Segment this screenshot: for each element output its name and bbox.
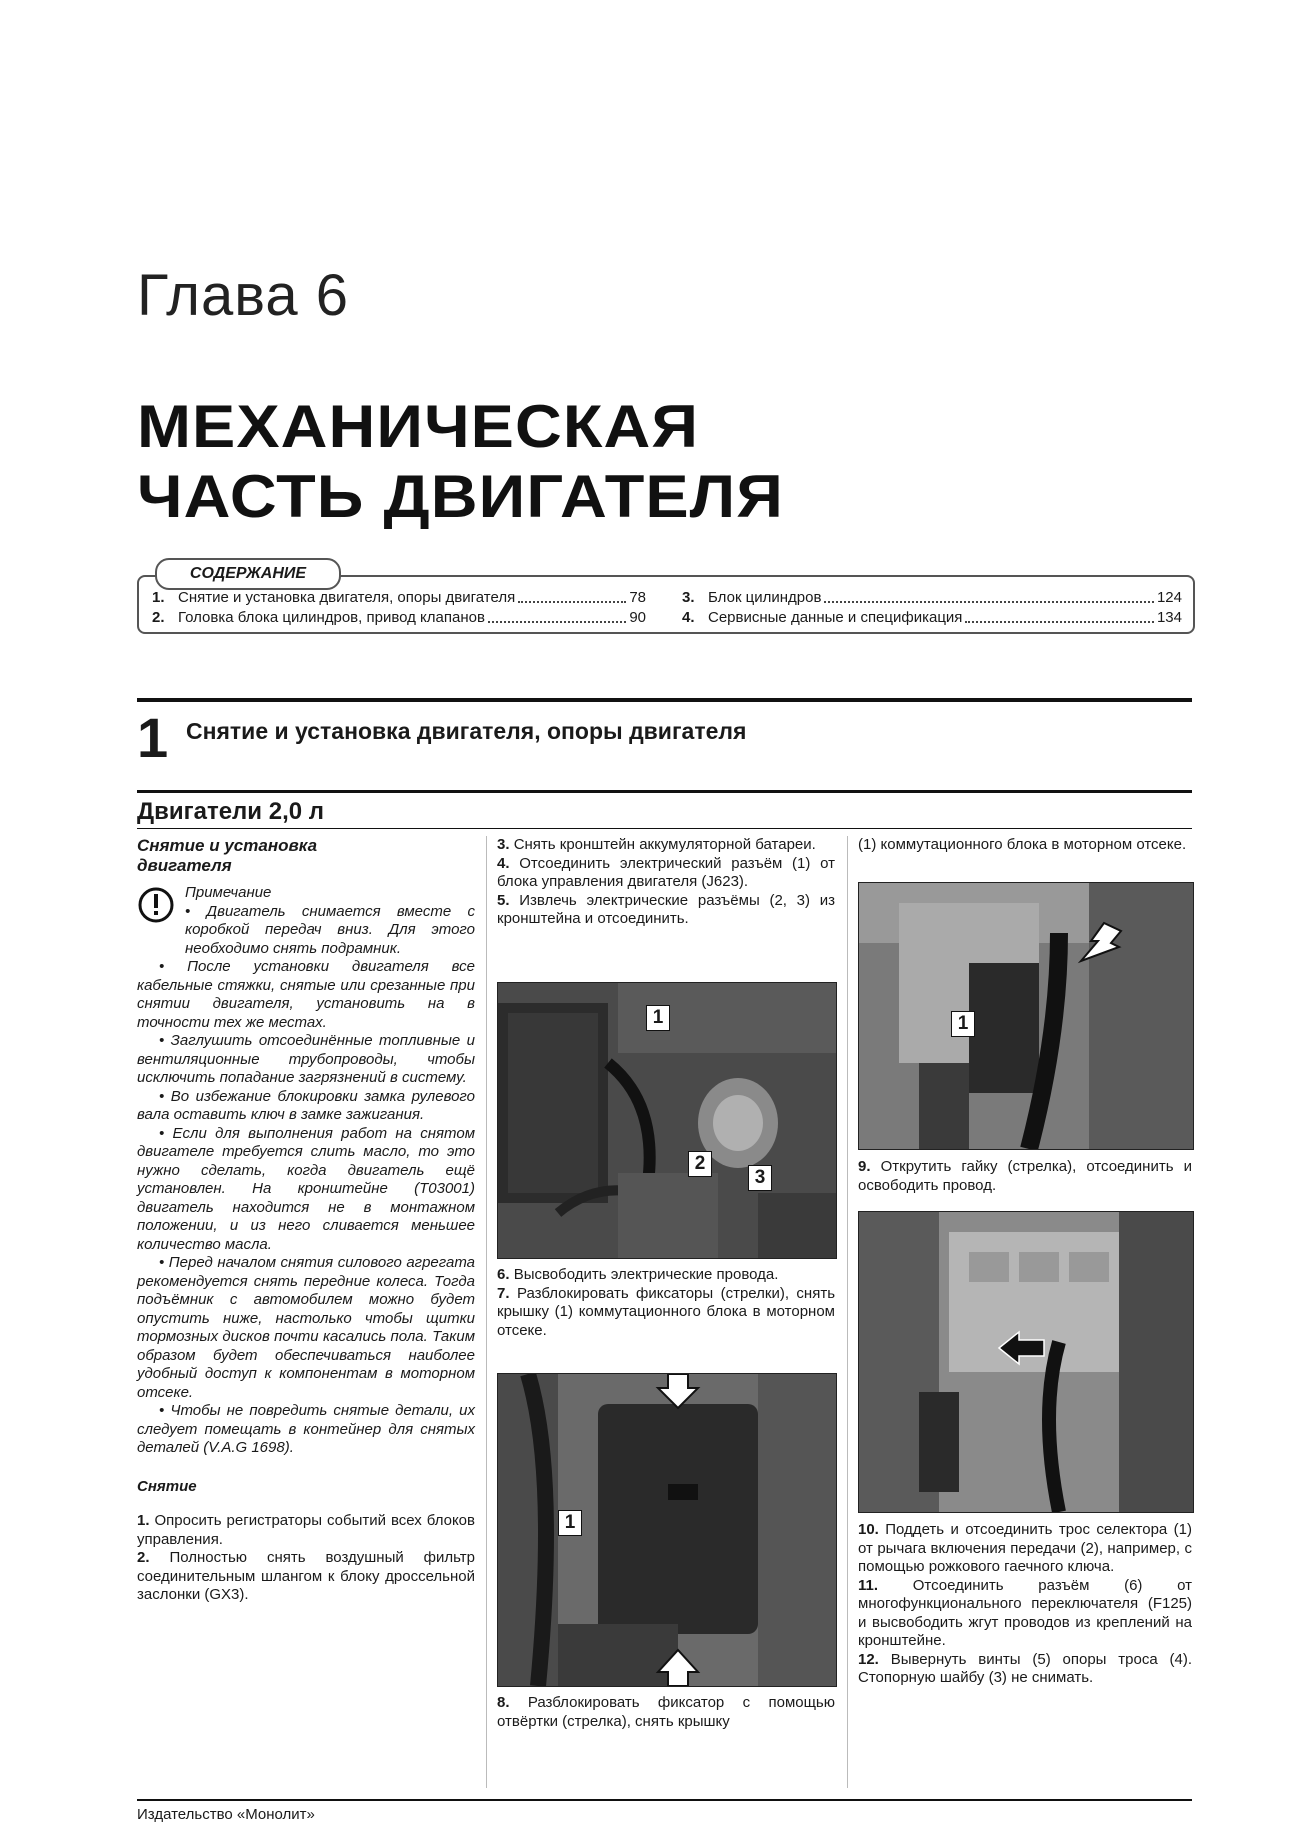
note-block [137, 884, 475, 1458]
column-divider [847, 836, 848, 1788]
footer-publisher: Издательство «Монолит» [137, 1806, 315, 1823]
toc-item[interactable]: 2. Головка блока цилиндров, привод клапанов 90 [152, 609, 646, 626]
figure-nut-removal [858, 882, 1194, 1150]
figure-selector-cable [858, 1211, 1194, 1513]
toc-item-page: 90 [629, 609, 646, 626]
figure-engine-connectors [497, 982, 837, 1259]
toc-item-page: 78 [629, 589, 646, 606]
footer-rule [137, 1799, 1192, 1801]
chapter-label: Глава 6 [137, 263, 350, 328]
toc-leader [518, 588, 626, 603]
warning-icon [137, 886, 175, 924]
note-paragraph: • После установки двигателя все кабельные стяжки, снятые или срезанные при снятии двигателя, установить на в точности тех же местах. [137, 958, 475, 1031]
subsection-title: Двигатели 2,0 л [137, 798, 324, 825]
step: 1. Опросить регистраторы событий всех блоков управления. [137, 1512, 475, 1548]
column-3-mid [858, 1158, 1192, 1195]
section-title: Снятие и установка двигателя, опоры двигателя [186, 718, 747, 744]
figure-callout: 2 [688, 1151, 712, 1177]
toc-label: СОДЕРЖАНИЕ [155, 558, 341, 590]
toc-item[interactable]: 3. Блок цилиндров 124 [682, 589, 1182, 606]
figure-callout: 1 [558, 1510, 582, 1536]
col1-heading: Снятие и установка двигателя [137, 836, 318, 875]
step-continuation: (1) коммутационного блока в моторном отсеке. [858, 836, 1187, 853]
column-3 [858, 836, 1192, 855]
toc-item-text: Блок цилиндров [708, 589, 822, 606]
toc-leader [488, 608, 626, 623]
chapter-title-line1: МЕХАНИЧЕСКАЯ [137, 393, 700, 460]
step: 4. Отсоединить электрический разъём (1) от блока управления двигателя (J623). [497, 854, 835, 890]
step: 11. Отсоединить разъём (6) от многофункционального переключателя (F125) и высвободить жгут проводов из креплений на кронштейне. [858, 1576, 1192, 1649]
step: 12. Вывернуть винты (5) опоры троса (4). Стопорную шайбу (3) не снимать. [858, 1650, 1192, 1686]
note-paragraph: • Заглушить отсоединённые топливные и вентиляционные трубопроводы, чтобы исключить попадание загрязнений в систему. [137, 1032, 475, 1086]
column-1 [137, 836, 475, 1605]
toc-left-column [152, 588, 646, 628]
toc-item[interactable]: 1. Снятие и установка двигателя, опоры двигателя 78 [152, 589, 646, 606]
section-number: 1 [137, 706, 169, 769]
figure-fuse-box-cover [497, 1373, 837, 1687]
note-paragraph: • Во избежание блокировки замка рулевого вала оставить ключ в замке зажигания. [137, 1087, 475, 1123]
toc-item[interactable]: 4. Сервисные данные и спецификация 134 [682, 609, 1182, 626]
subsection-underline [137, 828, 1192, 829]
note-label: Примечание [185, 884, 272, 901]
column-divider [486, 836, 487, 1788]
column-2-bottom [497, 1694, 835, 1731]
note-paragraph: • Двигатель снимается вместе с коробкой передач вниз. Для этого необходимо снять подрамник. [185, 902, 475, 957]
toc-right-column [682, 588, 1182, 628]
toc-item-page: 134 [1156, 609, 1182, 626]
step: 6. Высвободить электрические провода. [497, 1266, 779, 1283]
step: 10. Поддеть и отсоединить трос селектора (1) от рычага включения передачи (2), например, с помощью рожкового гаечного ключа. [858, 1521, 1192, 1575]
column-2-mid [497, 1266, 835, 1340]
nut-photo [859, 883, 1193, 1149]
subsection-rule [137, 790, 1192, 793]
toc-item-text: Сервисные данные и спецификация [708, 609, 963, 626]
figure-callout: 3 [748, 1165, 772, 1191]
toc-item-page: 124 [1156, 589, 1182, 606]
toc-leader [965, 608, 1154, 623]
note-paragraph: • Перед началом снятия силового агрегата рекомендуется снять передние колеса. Тогда подъёмник с автомобилем можно будет опустить ниже, настолько чтобы щитки тормозных дисков почти касались пола. Таким образом будет обеспечиваться наиболее удобный доступ к компонентам в моторном отсеке. [137, 1254, 475, 1401]
step: 7. Разблокировать фиксаторы (стрелки), снять крышку (1) коммутационного блока в моторном отсеке. [497, 1284, 836, 1339]
figure-callout: 1 [951, 1011, 975, 1037]
chapter-title [137, 392, 784, 532]
chapter-title-line2: ЧАСТЬ ДВИГАТЕЛЯ [137, 463, 784, 530]
toc-item-text: Головка блока цилиндров, привод клапанов [178, 609, 485, 626]
step: 5. Извлечь электрические разъёмы (2, 3) из кронштейна и отсоединить. [497, 891, 835, 927]
column-3-bottom [858, 1521, 1192, 1688]
selector-photo [859, 1212, 1193, 1512]
figure-callout: 1 [646, 1005, 670, 1031]
note-paragraph: • Чтобы не повредить снятые детали, их следует помещать в контейнер для снятых деталей (V.A.G 1698). [137, 1402, 475, 1456]
removal-label: Снятие [137, 1477, 197, 1495]
note-paragraph: • Если для выполнения работ на снятом двигателе требуется слить масло, то это нужно сделать, когда двигатель ещё установлен. На кронштейне (T03001) двигатель находится не в монтажном положении, и из него сливается меньшее количество масла. [137, 1124, 475, 1253]
step: 9. Открутить гайку (стрелка), отсоединить и освободить провод. [858, 1158, 1192, 1194]
toc-item-text: Снятие и установка двигателя, опоры двигателя [178, 589, 516, 606]
step: 3. Снять кронштейн аккумуляторной батареи. [497, 836, 816, 853]
fuse-box-photo [498, 1374, 836, 1686]
step: 8. Разблокировать фиксатор с помощью отвёртки (стрелка), снять крышку [497, 1694, 835, 1730]
step: 2. Полностью снять воздушный фильтр соединительным шлангом к блоку дроссельной заслонки (GX3). [137, 1549, 476, 1603]
toc-leader [824, 588, 1154, 603]
section-rule [137, 698, 1192, 702]
column-2 [497, 836, 835, 929]
